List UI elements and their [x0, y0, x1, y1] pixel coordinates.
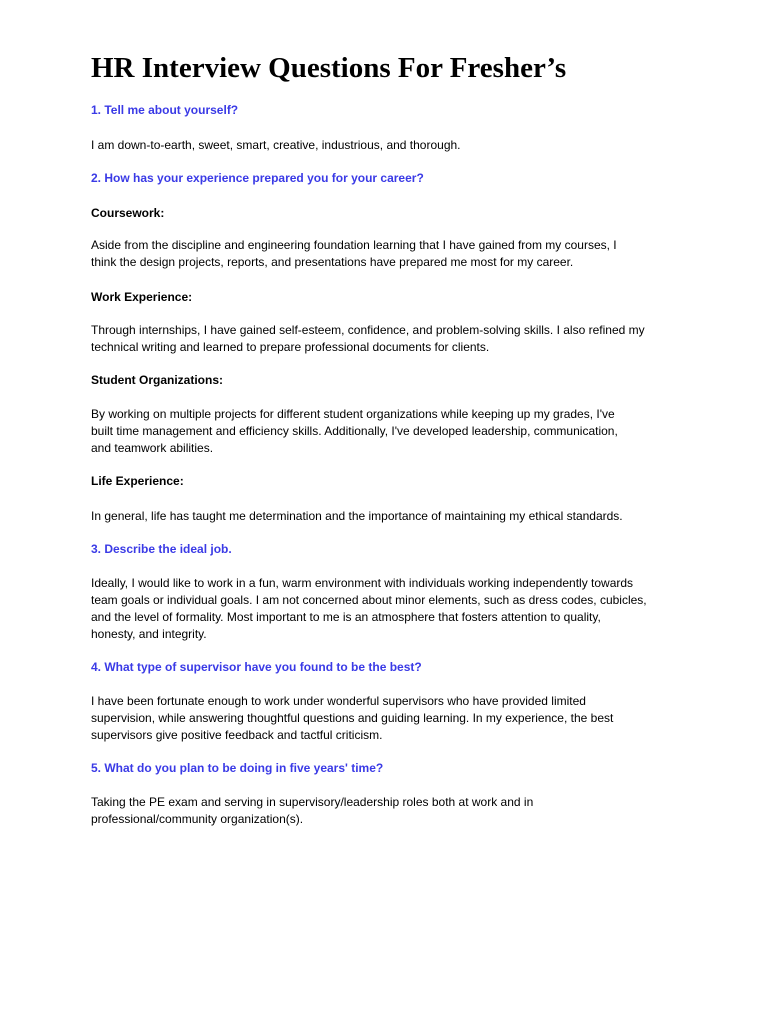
coursework-line: Aside from the discipline and engineering foundation learning that I have gained from my courses, I [91, 238, 617, 252]
answer-4-line: I have been fortunate enough to work under wonderful supervisors who have provided limited [91, 694, 586, 708]
answer-3 [91, 575, 691, 643]
answer-4-line: supervisors give positive feedback and tactful criticism. [91, 728, 383, 742]
answer-5-line: professional/community organization(s). [91, 812, 304, 826]
answer-4 [91, 693, 691, 744]
work-experience-heading: Work Experience: [91, 290, 193, 304]
question-5: 5. What do you plan to be doing in five years' time? [91, 761, 384, 775]
coursework-text [91, 237, 691, 271]
student-organizations-line: built time management and efficiency skills. Additionally, I've developed leadership, communication, [91, 424, 618, 438]
work-experience-line: technical writing and learned to prepare professional documents for clients. [91, 340, 490, 354]
question-3: 3. Describe the ideal job. [91, 542, 232, 556]
answer-1-line: I am down-to-earth, sweet, smart, creative, industrious, and thorough. [91, 138, 461, 152]
answer-3-line: team goals or individual goals. I am not concerned about minor elements, such as dress codes, cubicles, [91, 593, 647, 607]
question-2: 2. How has your experience prepared you for your career? [91, 171, 424, 185]
question-4: 4. What type of supervisor have you found to be the best? [91, 660, 422, 674]
student-organizations-line: By working on multiple projects for different student organizations while keeping up my grades, I've [91, 407, 615, 421]
work-experience-line: Through internships, I have gained self-esteem, confidence, and problem-solving skills. I also refined my [91, 323, 645, 337]
work-experience-text [91, 322, 691, 356]
life-experience-line: In general, life has taught me determination and the importance of maintaining my ethical standards. [91, 509, 623, 523]
answer-4-line: supervision, while answering thoughtful questions and guiding learning. In my experience, the best [91, 711, 614, 725]
question-1: 1. Tell me about yourself? [91, 103, 239, 117]
student-organizations-heading: Student Organizations: [91, 373, 223, 387]
coursework-line: think the design projects, reports, and presentations have prepared me most for my career. [91, 255, 574, 269]
student-organizations-text [91, 406, 691, 457]
answer-5 [91, 794, 691, 828]
answer-3-line: honesty, and integrity. [91, 627, 207, 641]
answer-1 [91, 137, 691, 154]
page-title: HR Interview Questions For Fresher’s [91, 52, 567, 84]
answer-3-line: and the level of formality. Most important to me is an atmosphere that fosters attention to quality, [91, 610, 601, 624]
life-experience-heading: Life Experience: [91, 474, 184, 488]
answer-3-line: Ideally, I would like to work in a fun, warm environment with individuals working independently towards [91, 576, 634, 590]
coursework-heading: Coursework: [91, 206, 165, 220]
answer-5-line: Taking the PE exam and serving in supervisory/leadership roles both at work and in [91, 795, 534, 809]
life-experience-text [91, 508, 691, 525]
student-organizations-line: and teamwork abilities. [91, 441, 214, 455]
